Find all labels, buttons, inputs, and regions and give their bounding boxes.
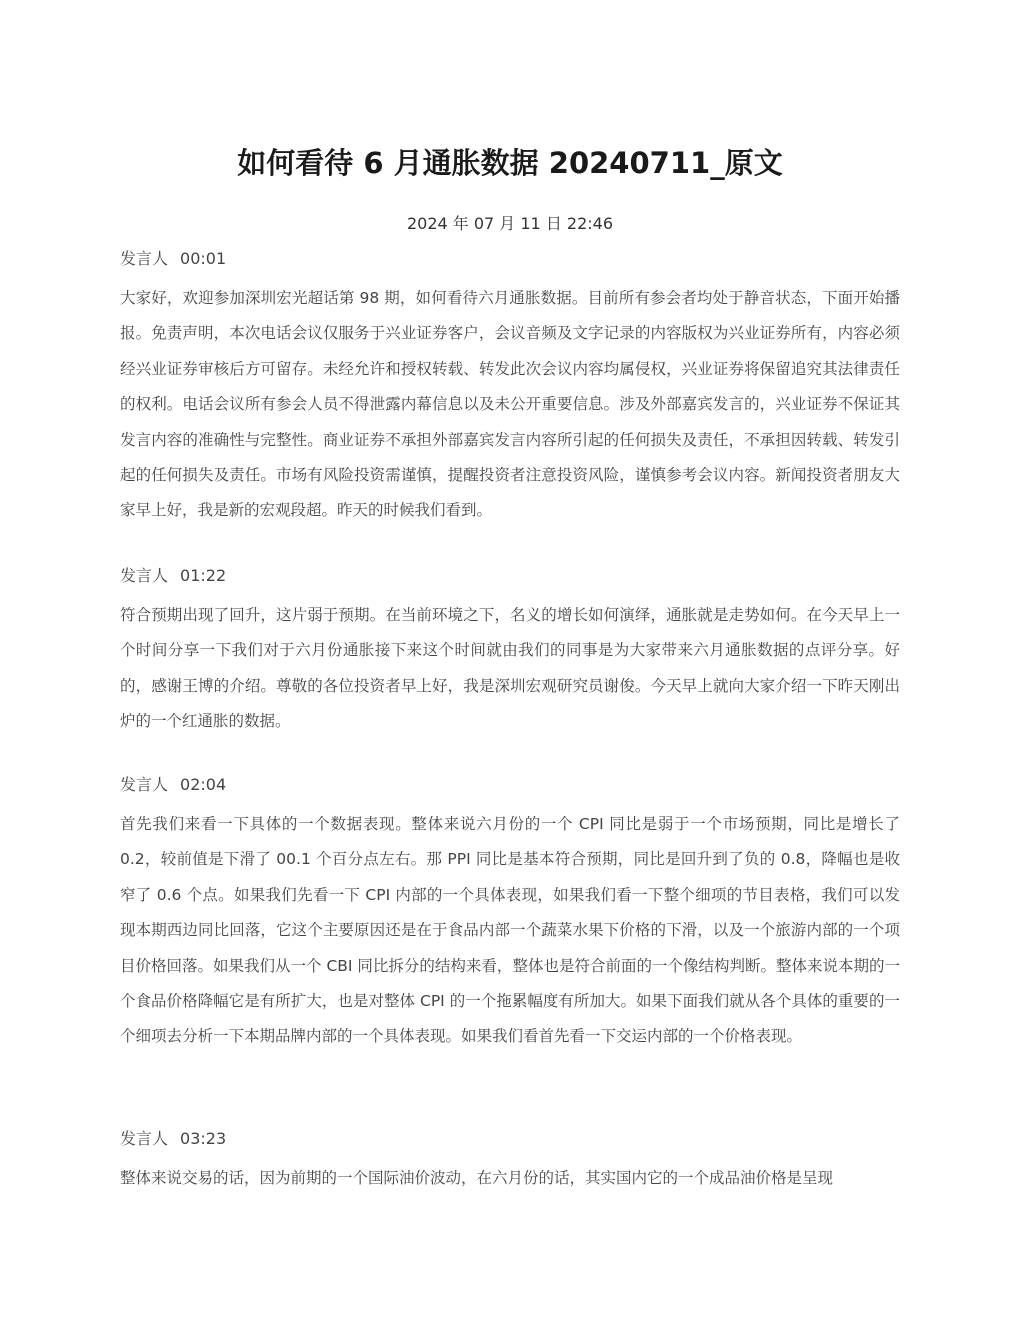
timestamp: 03:23 bbox=[180, 1129, 227, 1148]
speaker-name: 发言人 bbox=[120, 1129, 169, 1148]
timestamp: 00:01 bbox=[180, 249, 227, 268]
document-date: 2024 年 07 月 11 日 22:46 bbox=[406, 214, 614, 233]
speaker-name: 发言人 bbox=[120, 566, 169, 585]
transcript-paragraph: 首先我们来看一下具体的一个数据表现。整体来说六月份的一个 CPI 同比是弱于一个市场预期，同比是增长了 0.2，较前值是下滑了 00.1 个百分点左右。那 PPI 同比是基本符合预期，同比是回升到了负的 0.8，降幅也是收窄了 0.6 个点。如果我们先看一下 CPI 内部的一个具体表现，如果我们看一下整个细项的节目表格，我们可以发现本期西边同比回落，它这个主要原因还是在于食品内部一个蔬菜水果下价格的下滑，以及一个旅游内部的一个项目价格回落。如果我们从一个 CBI 同比拆分的结构来看，整体也是符合前面的一个像结构判断。整体来说本期的一个食品价格降幅它是有所扩大，也是对整体 CPI 的一个拖累幅度有所加大。如果下面我们就从各个具体的重要的一个细项去分析一下本期品牌内部的一个具体表现。如果我们看首先看一下交运内部的一个价格表现。 bbox=[120, 815, 900, 1046]
transcript-paragraph: 符合预期出现了回升，这片弱于预期。在当前环境之下，名义的增长如何演绎，通胀就是走势如何。在今天早上一个时间分享一下我们对于六月份通胀接下来这个时间就由我们的同事是为大家带来六月通胀数据的点评分享。好的，感谢王博的介绍。尊敬的各位投资者早上好，我是深圳宏观研究员谢俊。今天早上就向大家介绍一下昨天刚出炉的一个红通胀的数据。 bbox=[120, 606, 900, 731]
transcript-paragraph: 大家好，欢迎参加深圳宏光超话第 98 期，如何看待六月通胀数据。目前所有参会者均处于静音状态，下面开始播报。免责声明，本次电话会议仅服务于兴业证券客户，会议音频及文字记录的内容版权为兴业证券所有，内容必须经兴业证券审核后方可留存。未经允许和授权转载、转发此次会议内容均属侵权，兴业证券将保留追究其法律责任的权利。电话会议所有参会人员不得泄露内幕信息以及未公开重要信息。涉及外部嘉宾发言的，兴业证券不保证其发言内容的准确性与完整性。商业证券不承担外部嘉宾发言内容所引起的任何损失及责任，不承担因转载、转发引起的任何损失及责任。市场有风险投资需谨慎，提醒投资者注意投资风险，谨慎参考会议内容。新闻投资者朋友大家早上好，我是新的宏观段超。昨天的时候我们看到。 bbox=[120, 289, 900, 520]
speaker-name: 发言人 bbox=[120, 249, 169, 268]
speaker-name: 发言人 bbox=[120, 775, 169, 794]
timestamp: 01:22 bbox=[180, 566, 227, 585]
speaker-line bbox=[120, 1127, 900, 1151]
transcript-section bbox=[120, 247, 900, 529]
transcript-paragraph: 整体来说交易的话，因为前期的一个国际油价波动，在六月份的话，其实国内它的一个成品油价格是呈现 bbox=[120, 1169, 834, 1187]
transcript-section bbox=[120, 773, 900, 1055]
speaker-line bbox=[120, 564, 900, 588]
transcript-section bbox=[120, 564, 900, 740]
document-title: 如何看待 6 月通胀数据 20240711_原文 bbox=[237, 146, 783, 180]
transcript-section bbox=[120, 1127, 900, 1196]
speaker-line bbox=[120, 773, 900, 797]
timestamp: 02:04 bbox=[180, 775, 227, 794]
speaker-line bbox=[120, 247, 900, 271]
